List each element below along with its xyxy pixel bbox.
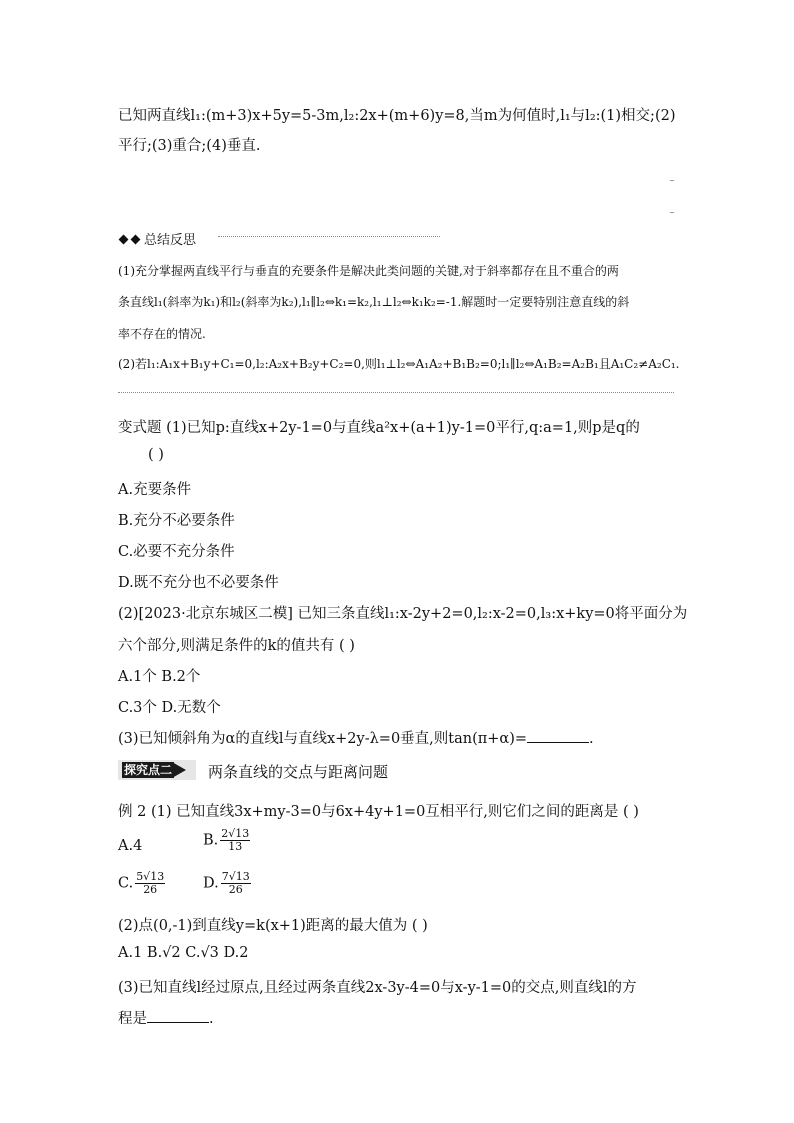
example2-q3-text: 程是 [118,1011,147,1027]
example1-line2: 平行;(3)重合;(4)垂直. [118,138,261,154]
summary-p1-line2: 条直线l₁(斜率为k₁)和l₂(斜率为k₂),l₁∥l₂⇔k₁=k₂,l₁⊥l₂⇔k₁k₂=-1.解题时一定要特别注意直线的斜 [118,295,630,309]
fraction: $\frac{7√13}{26}$ [221,870,250,896]
variant-q1-option-c: C.必要不充分条件 [118,544,235,560]
fraction: $\frac{2√13}{13}$ [221,827,250,853]
example2-q3-line2: 程是 . [118,1011,214,1027]
example2-q1-option-a: A.4 [118,838,143,854]
variant-q1-paren: ( ) [148,447,164,463]
diamond-icon [131,235,141,245]
summary-title: 总结反思 [144,233,197,248]
example2-q3-line1: (3)已知直线l经过原点,且经过两条直线2x-3y-4=0与x-y-1=0的交点,则直线l的方 [118,980,637,996]
variant-q2-options-ab: A.1个 B.2个 [118,669,201,685]
variant-q2-line2: 六个部分,则满足条件的k的值共有 ( ) [118,638,355,654]
example2-q2-line: (2)点(0,-1)到直线y=k(x+1)距离的最大值为 ( ) [118,918,428,934]
variant-q3-text: (3)已知倾斜角为α的直线l与直线x+2y-λ=0垂直,则tan(π+α)= [118,731,528,747]
answer-blank[interactable] [147,1010,209,1023]
variant-q1-option-b: B.充分不必要条件 [118,513,235,529]
section-badge-label: 探究点二 [123,763,172,777]
example2-q1-line: 例 2 (1) 已知直线3x+my-3=0与6x+4y+1=0互相平行,则它们之间的距离是 ( ) [118,804,639,820]
variant-q1-option-a: A.充要条件 [118,482,192,498]
summary-heading [120,229,196,248]
variant-q2-line1: (2)[2023·北京东城区二模] 已知三条直线l₁:x-2y+2=0,l₂:x-2=0,l₃:x+ky=0将平面分为 [118,606,688,622]
example2-q1-option-b: B. $\frac{2√13}{13}$ [203,827,250,853]
variant-q2-options-cd: C.3个 D.无数个 [118,700,221,716]
margin-mark [670,180,674,181]
summary-p1-line3: 率不存在的情况. [118,327,206,341]
section-badge [118,760,196,780]
variant-q1-option-d: D.既不充分也不必要条件 [118,575,279,591]
example1-line1: 已知两直线l₁:(m+3)x+5y=5-3m,l₂:2x+(m+6)y=8,当m为何值时,l₁与l₂:(1)相交;(2) [118,108,676,124]
fraction: $\frac{5√13}{26}$ [136,870,165,896]
section-title: 两条直线的交点与距离问题 [208,763,389,781]
example2-q1-option-d: D. $\frac{7√13}{26}$ [203,870,250,896]
summary-p2-line1: (2)若l₁:A₁x+B₁y+C₁=0,l₂:A₂x+B₂y+C₂=0,则l₁⊥l₂⇔A₁A₂+B₁B₂=0;l₁∥l₂⇔A₁B₂=A₂B₁且A₁C₂≠A₂C₁. [118,357,680,371]
badge-arrow-icon [172,762,186,778]
summary-p1-line1: (1)充分掌握两直线平行与垂直的充要条件是解决此类问题的关键,对于斜率都存在且不重合的两 [118,264,619,278]
example2-q2-options: A.1 B.√2 C.√3 D.2 [118,945,249,961]
summary-bottom-rule [118,392,674,393]
example2-q1-option-c: C. $\frac{5√13}{26}$ [118,870,165,896]
summary-top-rule [218,236,440,237]
answer-blank[interactable] [527,730,589,743]
diamond-icon [119,235,129,245]
margin-mark [670,212,674,213]
variant-q1-line1: 变式题 (1)已知p:直线x+2y-1=0与直线a²x+(a+1)y-1=0平行,q:a=1,则p是q的 [118,420,640,436]
variant-q3-line: (3)已知倾斜角为α的直线l与直线x+2y-λ=0垂直,则tan(π+α)= . [118,731,594,747]
